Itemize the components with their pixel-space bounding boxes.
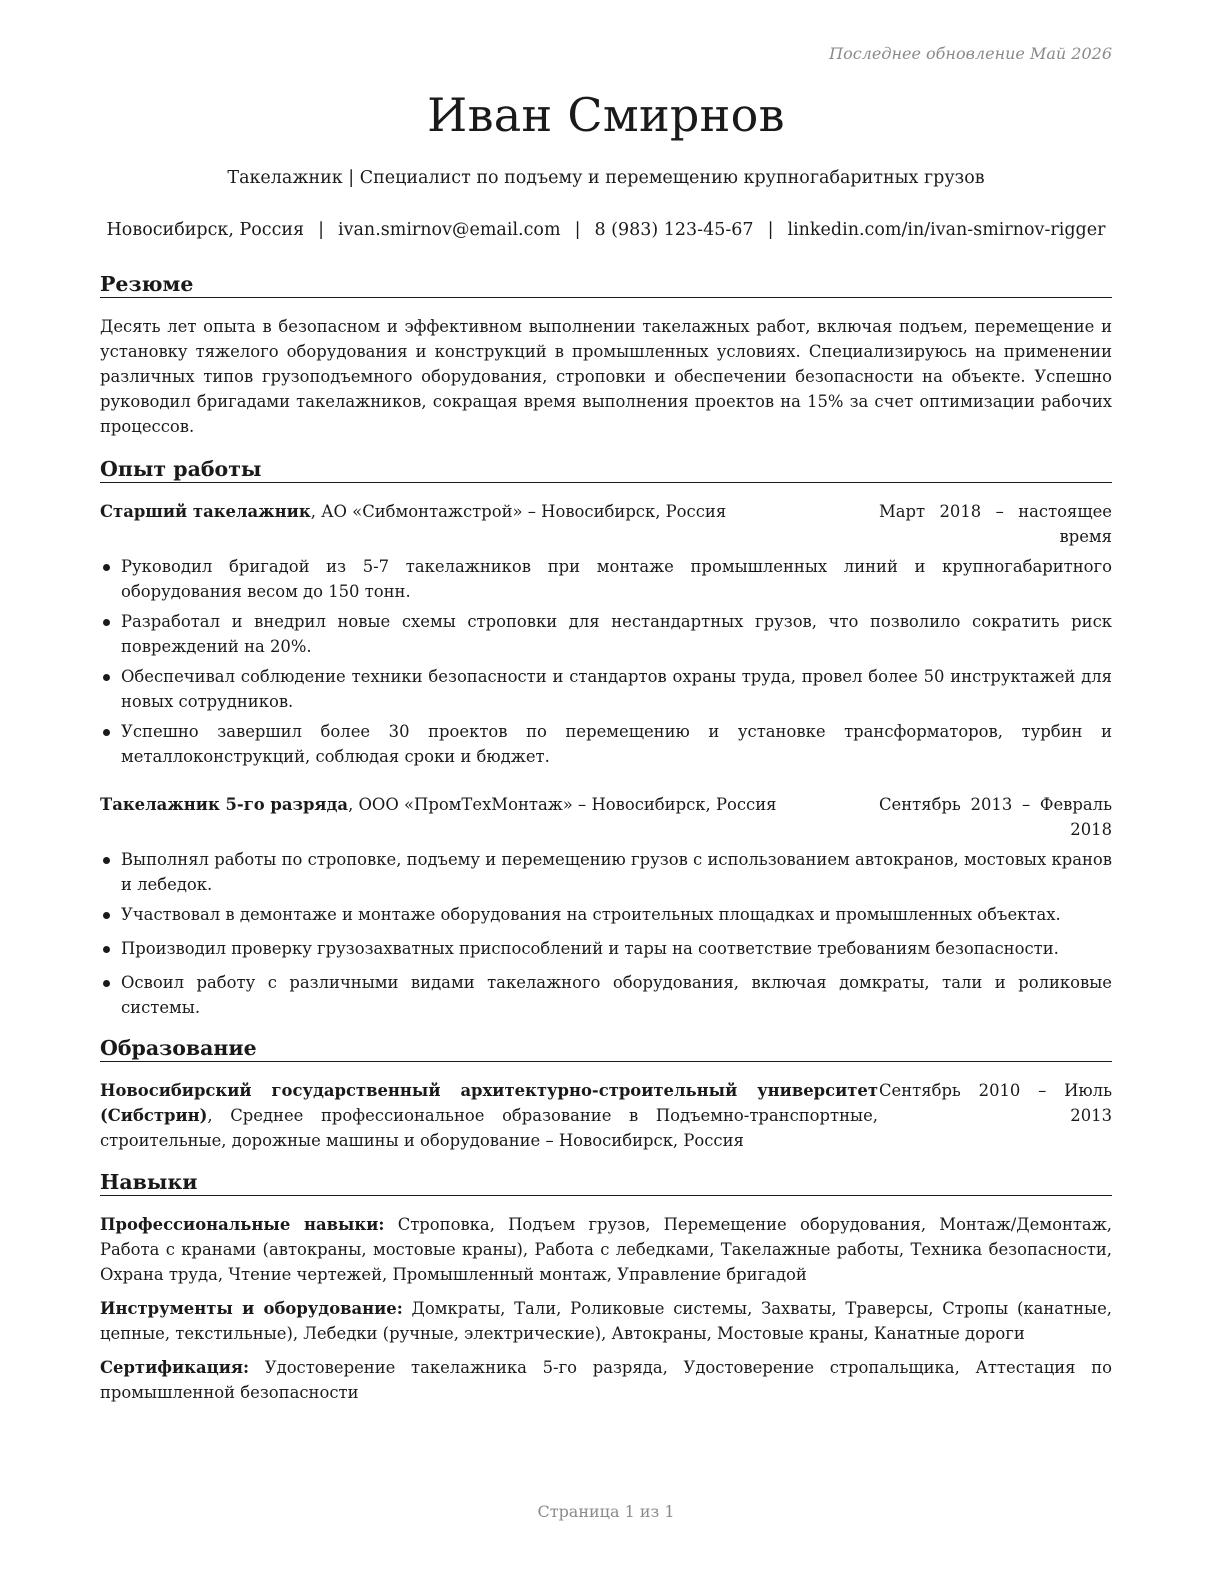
list-item: Участвовал в демонтаже и монтаже оборудования на строительных площадках и промышленных объектах. — [100, 902, 1112, 927]
section-title-experience: Опыт работы — [100, 457, 1112, 483]
resume-page — [100, 0, 1112, 1584]
job-company: , ООО «ПромТехМонтаж» – Новосибирск, Россия — [348, 795, 777, 814]
contact-phone: 8 (983) 123-45-67 — [594, 220, 754, 240]
education-details: , Среднее профессиональное образование в Подъемно-транспортные, строительные, дорожные машины и оборудование – Новосибирск, Россия — [100, 1106, 878, 1150]
skills-group-text: Домкраты, Тали, Роликовые системы, Захваты, Траверсы, Стропы (канатные, цепные, текстильные), Лебедки (ручные, электрические), Автокраны, Мостовые краны, Канатные дороги — [100, 1299, 1112, 1343]
list-item: Выполнял работы по строповке, подъему и перемещению грузов с использованием автокранов, мостовых кранов и лебедок. — [100, 847, 1112, 897]
education-description — [100, 1078, 878, 1153]
skills-group — [100, 1212, 1112, 1287]
job-position: Такелажник 5-го разряда — [100, 795, 349, 814]
section-title-summary: Резюме — [100, 272, 1112, 298]
contact-separator: | — [574, 220, 581, 240]
headline: Такелажник | Специалист по подъему и перемещению крупногабаритных грузов — [227, 168, 985, 188]
skills-group — [100, 1296, 1112, 1346]
job-company: , АО «Сибмонтажстрой» – Новосибирск, Россия — [310, 502, 727, 521]
job-position: Старший такелажник — [100, 502, 311, 521]
skills-group-label: Инструменты и оборудование: — [100, 1299, 403, 1318]
summary-text: Десять лет опыта в безопасном и эффективном выполнении такелажных работ, включая подъем, перемещение и установку тяжелого оборудования и конструкций в промышленных условиях. Специализируюсь на применении различных типов грузоподъемного оборудования, строповки и обеспечении безопасности на объекте. Успешно руководил бригадами такелажников, сокращая время выполнения проектов на 15% за счет оптимизации рабочих процессов. — [100, 317, 1112, 436]
last-updated: Последнее обновление Май 2026 — [829, 44, 1112, 63]
skills-group-text: Строповка, Подъем грузов, Перемещение оборудования, Монтаж/Демонтаж, Работа с кранами (автокраны, мостовые краны), Работа с лебедками, Такелажные работы, Техника безопасности, Охрана труда, Чтение чертежей, Промышленный монтаж, Управление бригадой — [100, 1215, 1112, 1284]
job-dates: Март 2018 – настоящее время — [879, 502, 1112, 546]
list-item: Обеспечивал соблюдение техники безопасности и стандартов охраны труда, провел более 50 инструктажей для новых сотрудников. — [100, 664, 1112, 714]
job-bullets — [100, 847, 1112, 1020]
contact-separator: | — [318, 220, 324, 240]
education-institution: Новосибирский государственный архитектурно-строительный университет (Сибстрин) — [100, 1081, 878, 1125]
contact-linkedin[interactable]: linkedin.com/in/ivan-smirnov-rigger — [787, 220, 1106, 240]
list-item: Разработал и внедрил новые схемы строповки для нестандартных грузов, что позволило сократить риск повреждений на 20%. — [100, 609, 1112, 659]
section-title-skills: Навыки — [100, 1170, 1112, 1196]
skills-group-label: Профессиональные навыки: — [100, 1215, 385, 1234]
contact-email[interactable]: ivan.smirnov@email.com — [338, 220, 561, 240]
education-dates: Сентябрь 2010 – Июль 2013 — [879, 1081, 1112, 1125]
job-title-line — [100, 792, 776, 817]
contact-separator: | — [767, 220, 774, 240]
skills-group-text: Удостоверение такелажника 5-го разряда, Удостоверение стропальщика, Аттестация по промышленной безопасности — [100, 1358, 1112, 1402]
skills-group — [100, 1355, 1112, 1405]
list-item: Освоил работу с различными видами такелажного оборудования, включая домкраты, тали и роликовые системы. — [100, 970, 1112, 1020]
job-dates: Сентябрь 2013 – Февраль 2018 — [879, 795, 1112, 839]
page-number: Страница 1 из 1 — [537, 1502, 675, 1521]
section-title-education: Образование — [100, 1036, 1112, 1062]
job-title-line — [100, 499, 726, 524]
skills-group-label: Сертификация: — [100, 1358, 250, 1377]
job-bullets — [100, 554, 1112, 769]
contact-line — [92, 220, 1120, 240]
list-item: Руководил бригадой из 5-7 такелажников при монтаже промышленных линий и крупногабаритного оборудования весом до 150 тонн. — [100, 554, 1112, 604]
list-item: Производил проверку грузозахватных приспособлений и тары на соответствие требованиям безопасности. — [100, 936, 1112, 961]
candidate-name: Иван Смирнов — [427, 88, 785, 142]
contact-location: Новосибирск, Россия — [106, 220, 305, 240]
list-item: Успешно завершил более 30 проектов по перемещению и установке трансформаторов, турбин и металлоконструкций, соблюдая сроки и бюджет. — [100, 719, 1112, 769]
